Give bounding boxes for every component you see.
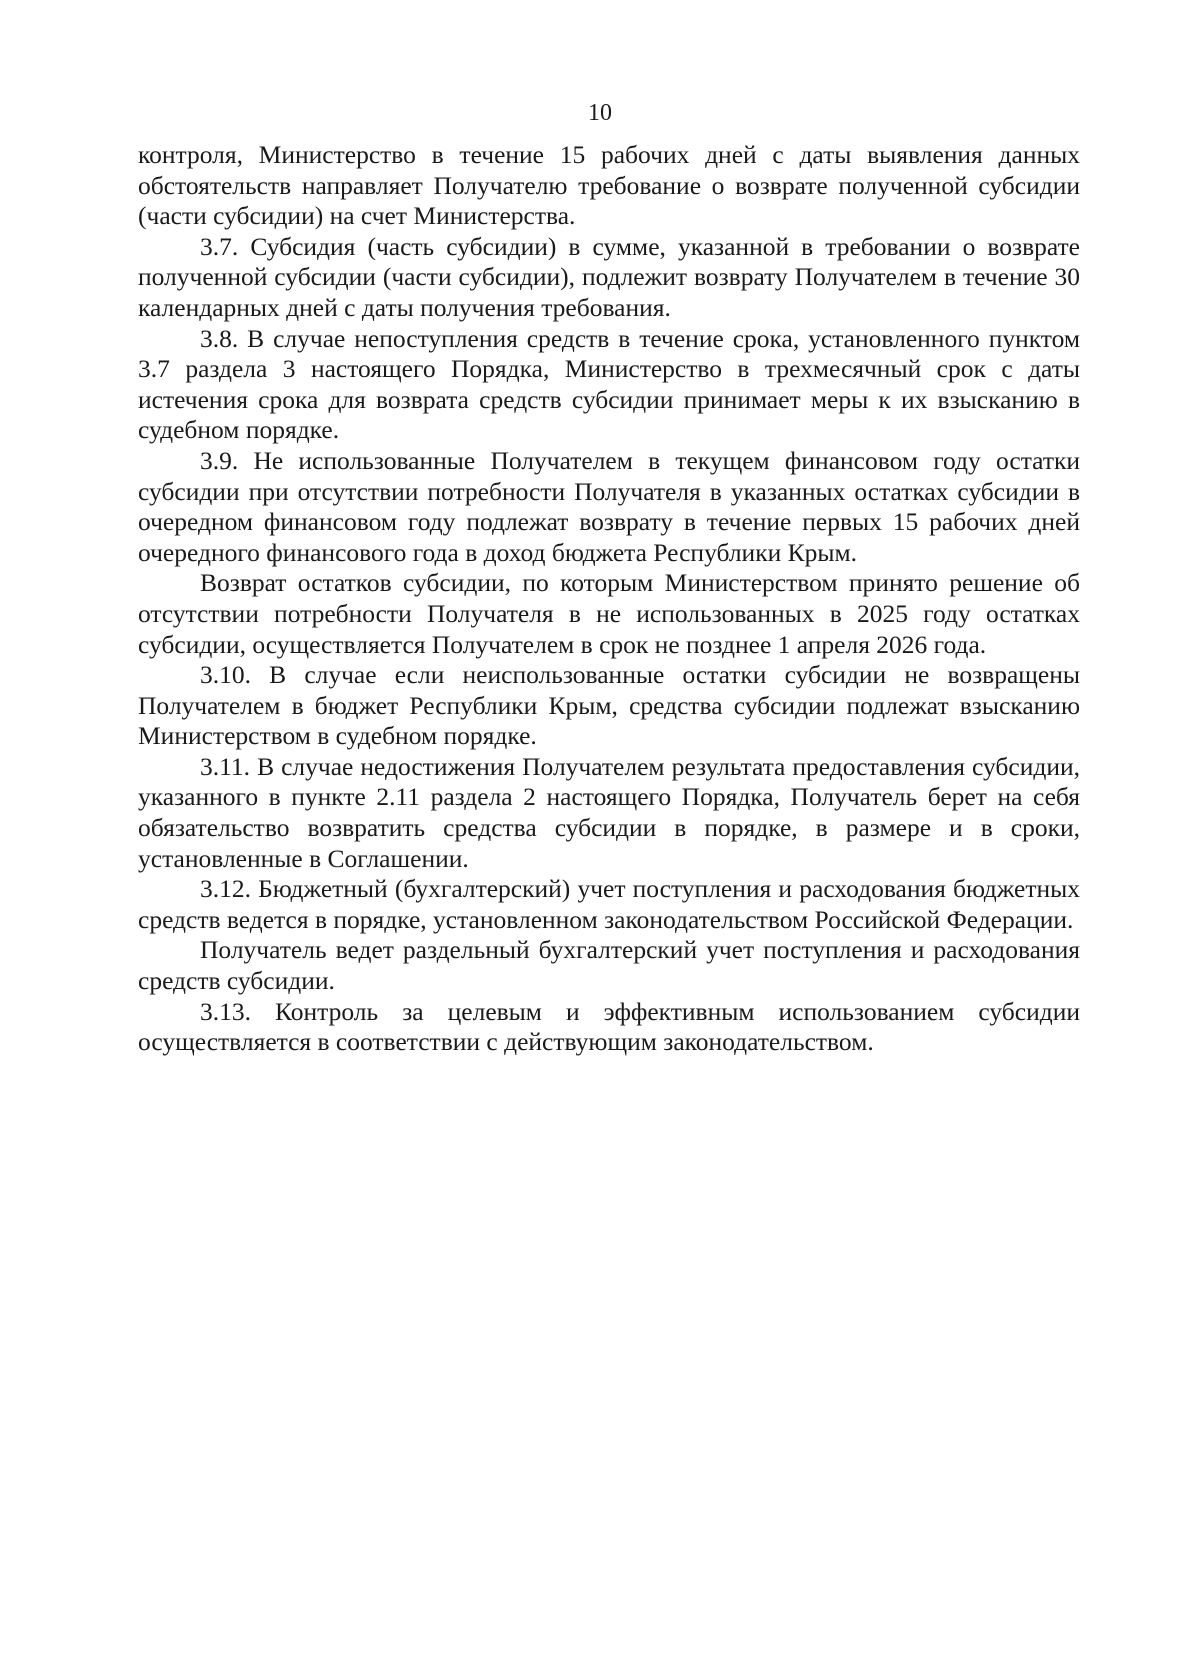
paragraph-separate-accounting: Получатель ведет раздельный бухгалтерский учет поступления и расходования средств субсидии. — [138, 935, 1080, 996]
paragraph-3-12: 3.12. Бюджетный (бухгалтерский) учет поступления и расходования бюджетных средств ведется в порядке, установленном законодательством Российской Федерации. — [138, 874, 1080, 934]
paragraph-3-7: 3.7. Субсидия (часть субсидии) в сумме, указанной в требовании о возврате полученной субсидии (части субсидии), подлежит возврату Получателем в течение 30 календарных дней с даты получения требования. — [138, 231, 1080, 322]
paragraph-3-8: 3.8. В случае непоступления средств в течение срока, установленного пунктом 3.7 раздела 3 настоящего Порядка, Министерство в трехмесячный срок с даты истечения срока для возврата средств субсидии принимает меры к их взысканию в судебном порядке. — [138, 323, 1080, 445]
page-number: 10 — [588, 100, 612, 126]
document-body — [138, 140, 1080, 1058]
paragraph-3-10: 3.10. В случае если неиспользованные остатки субсидии не возвращены Получателем в бюджет Республики Крым, средства субсидии подлежат взысканию Министерством в судебном порядке. — [138, 660, 1080, 751]
paragraph-3-13: 3.13. Контроль за целевым и эффективным использованием субсидии осуществляется в соответствии с действующим законодательством. — [138, 996, 1080, 1057]
paragraph-continuation: контроля, Министерство в течение 15 рабочих дней с даты выявления данных обстоятельств направляет Получателю требование о возврате полученной субсидии (части субсидии) на счет Министерства. — [138, 140, 1080, 231]
paragraph-3-11: 3.11. В случае недостижения Получателем результата предоставления субсидии, указанного в пункте 2.11 раздела 2 настоящего Порядка, Получатель берет на себя обязательство возвратить средства субсидии в порядке, в размере и в сроки, установленные в Соглашении. — [138, 751, 1080, 873]
paragraph-remainder-return: Возврат остатков субсидии, по которым Министерством принято решение об отсутствии потребности Получателя в не использованных в 2025 году остатках субсидии, осуществляется Получателем в срок не позднее 1 апреля 2026 года. — [138, 568, 1080, 659]
paragraph-3-9: 3.9. Не использованные Получателем в текущем финансовом году остатки субсидии при отсутствии потребности Получателя в указанных остатках субсидии в очередном финансовом году подлежат возврату в течение первых 15 рабочих дней очередного финансового года в доход бюджета Республики Крым. — [138, 445, 1080, 567]
